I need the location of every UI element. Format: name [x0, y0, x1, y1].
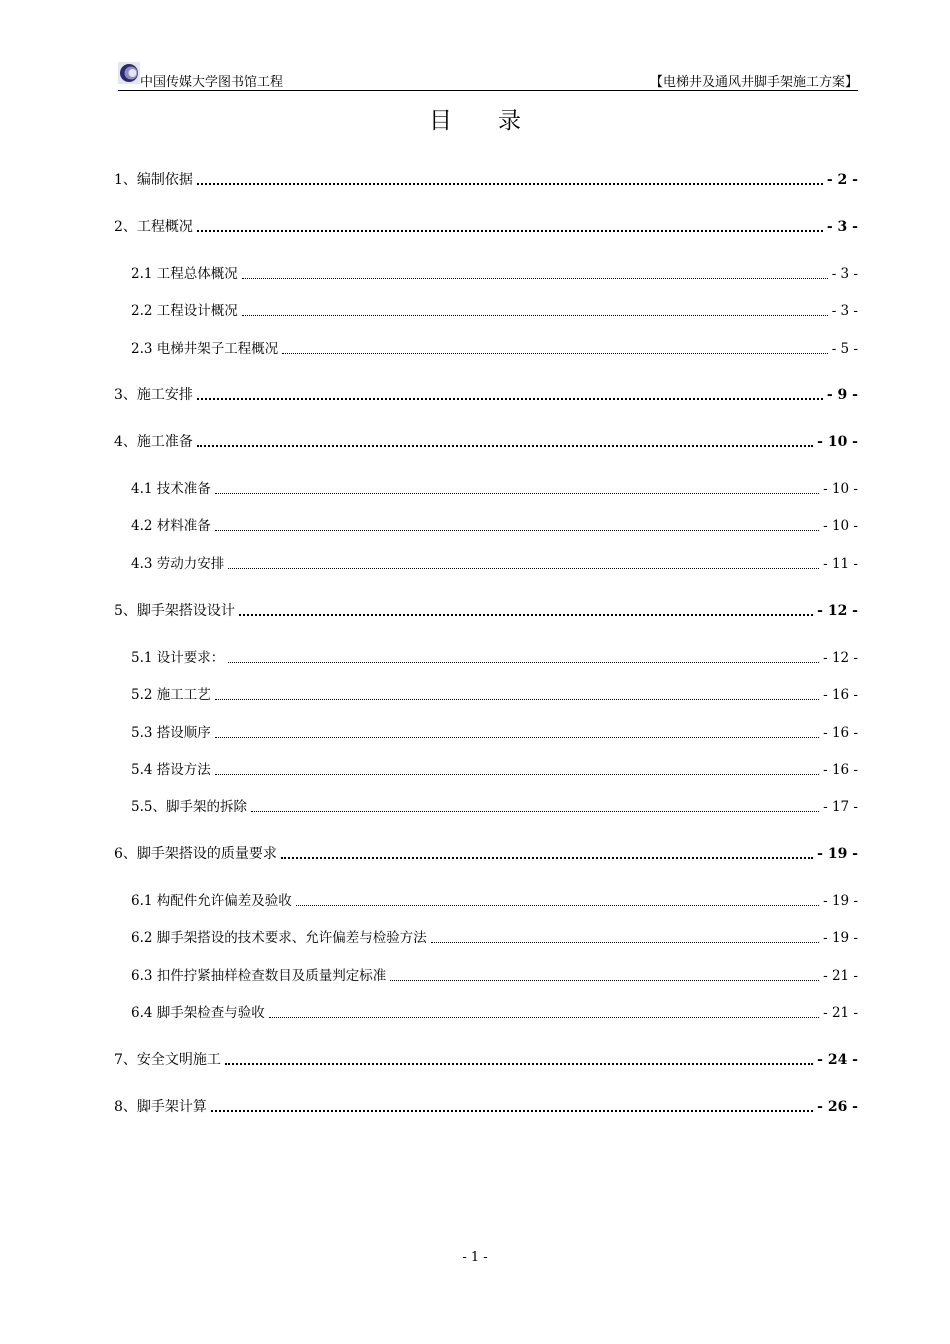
toc-entry-page: - 21 - — [823, 968, 858, 984]
toc-leader — [215, 529, 819, 531]
toc-entry-label: 8、脚手架计算 — [114, 1099, 207, 1115]
toc-entry-page: - 16 - — [823, 762, 858, 778]
toc-entry-page: - 17 - — [823, 799, 858, 815]
toc-subentry[interactable] — [131, 967, 858, 985]
toc-entry-label: 4、施工准备 — [114, 434, 193, 450]
toc-leader — [215, 736, 819, 738]
page-header — [118, 62, 858, 91]
toc-entry-label: 4.2 材料准备 — [131, 518, 211, 534]
toc-entry-label: 7、安全文明施工 — [114, 1052, 221, 1068]
toc-entry-label: 5、脚手架搭设设计 — [114, 603, 235, 619]
toc-subentry[interactable] — [131, 480, 858, 498]
toc-entry-label: 1、编制依据 — [114, 172, 193, 188]
toc-entry-label: 2、工程概况 — [114, 219, 193, 235]
toc-entry-page: - 19 - — [817, 846, 858, 862]
toc-entry[interactable] — [114, 1051, 858, 1069]
toc-subentry[interactable] — [131, 265, 858, 283]
toc-leader — [225, 1062, 813, 1065]
toc-subentry[interactable] — [131, 724, 858, 742]
toc-leader — [215, 773, 819, 775]
toc-entry-page: - 10 - — [823, 481, 858, 497]
toc-entry-label: 4.1 技术准备 — [131, 481, 211, 497]
toc-entry[interactable] — [114, 1098, 858, 1116]
toc-subentry[interactable] — [131, 555, 858, 573]
toc-leader — [197, 397, 823, 400]
toc-leader — [282, 352, 827, 354]
toc-entry-page: - 5 - — [831, 341, 858, 357]
toc-entry-page: - 9 - — [826, 387, 858, 403]
toc-subentry[interactable] — [131, 649, 858, 667]
toc-entry-page: - 2 - — [826, 172, 858, 188]
toc-entry-page: - 10 - — [823, 518, 858, 534]
toc-entry-label: 6.2 脚手架搭设的技术要求、允许偏差与检验方法 — [131, 930, 427, 946]
toc-entry-label: 2.3 电梯井架子工程概况 — [131, 341, 279, 357]
toc-leader — [197, 444, 813, 447]
toc-entry[interactable] — [114, 433, 858, 451]
toc-leader — [215, 492, 819, 494]
page-number: - 1 - — [462, 1250, 488, 1265]
toc-entry[interactable] — [114, 602, 858, 620]
toc-entry-label: 5.4 搭设方法 — [131, 762, 211, 778]
toc-leader — [431, 941, 819, 943]
toc-subentry[interactable] — [131, 892, 858, 910]
toc-entry-page: - 12 - — [817, 603, 858, 619]
toc-leader — [215, 698, 819, 700]
toc-leader — [197, 182, 823, 185]
toc-leader — [269, 1016, 819, 1018]
toc-entry-page: - 3 - — [826, 219, 858, 235]
toc-leader — [242, 277, 828, 279]
toc-heading: 目录 — [429, 108, 567, 134]
toc-leader — [239, 613, 813, 616]
toc-entry-label: 6.4 脚手架检查与验收 — [131, 1005, 265, 1021]
toc-entry-page: - 26 - — [817, 1099, 858, 1115]
toc-leader — [390, 979, 819, 981]
toc-entry-label: 5.1 设计要求： — [131, 650, 225, 666]
toc-entry-page: - 3 - — [831, 303, 858, 319]
toc-subentry[interactable] — [131, 340, 858, 358]
toc-entry-label: 2.2 工程设计概况 — [131, 303, 238, 319]
toc-entry-label: 6.3 扣件拧紧抽样检查数目及质量判定标准 — [131, 968, 387, 984]
toc-subentry[interactable] — [131, 798, 858, 816]
toc-entry-label: 6、脚手架搭设的质量要求 — [114, 846, 277, 862]
toc-entry[interactable] — [114, 218, 858, 236]
toc-entry-label: 4.3 劳动力安排 — [131, 556, 225, 572]
toc-entry-page: - 16 - — [823, 725, 858, 741]
toc-entry-page: - 10 - — [817, 434, 858, 450]
header-project-name: 中国传媒大学图书馆工程 — [140, 75, 284, 90]
toc-entry[interactable] — [114, 171, 858, 189]
toc-subentry[interactable] — [131, 761, 858, 779]
toc-subentry[interactable] — [131, 302, 858, 320]
toc-leader — [251, 810, 819, 812]
toc-entry-label: 5.3 搭设顺序 — [131, 725, 211, 741]
toc-entry-page: - 19 - — [823, 930, 858, 946]
toc-entry-page: - 12 - — [823, 650, 858, 666]
toc-entry-label: 2.1 工程总体概况 — [131, 266, 238, 282]
logo-icon — [118, 62, 140, 84]
toc-entry[interactable] — [114, 845, 858, 863]
toc-leader — [242, 314, 828, 316]
toc-subentry[interactable] — [131, 1004, 858, 1022]
toc-leader — [228, 567, 819, 569]
toc-leader — [197, 229, 823, 232]
toc-subentry[interactable] — [131, 929, 858, 947]
toc-entry[interactable] — [114, 386, 858, 404]
toc-entry-label: 5.5、脚手架的拆除 — [131, 799, 247, 815]
toc-entry-page: - 19 - — [823, 893, 858, 909]
toc-leader — [296, 904, 819, 906]
toc-leader — [228, 661, 819, 663]
toc-subentry[interactable] — [131, 686, 858, 704]
toc-subentry[interactable] — [131, 517, 858, 535]
toc-entry-page: - 11 - — [823, 556, 858, 572]
toc-entry-label: 6.1 构配件允许偏差及验收 — [131, 893, 292, 909]
header-document-title: 【电梯井及通风井脚手架施工方案】 — [649, 75, 858, 90]
toc-entry-label: 3、施工安排 — [114, 387, 193, 403]
toc-leader — [281, 856, 813, 859]
toc-entry-page: - 3 - — [831, 266, 858, 282]
toc-entry-label: 5.2 施工工艺 — [131, 687, 211, 703]
toc-entry-page: - 21 - — [823, 1005, 858, 1021]
toc-entry-page: - 24 - — [817, 1052, 858, 1068]
toc-leader — [211, 1109, 813, 1112]
toc-entry-page: - 16 - — [823, 687, 858, 703]
